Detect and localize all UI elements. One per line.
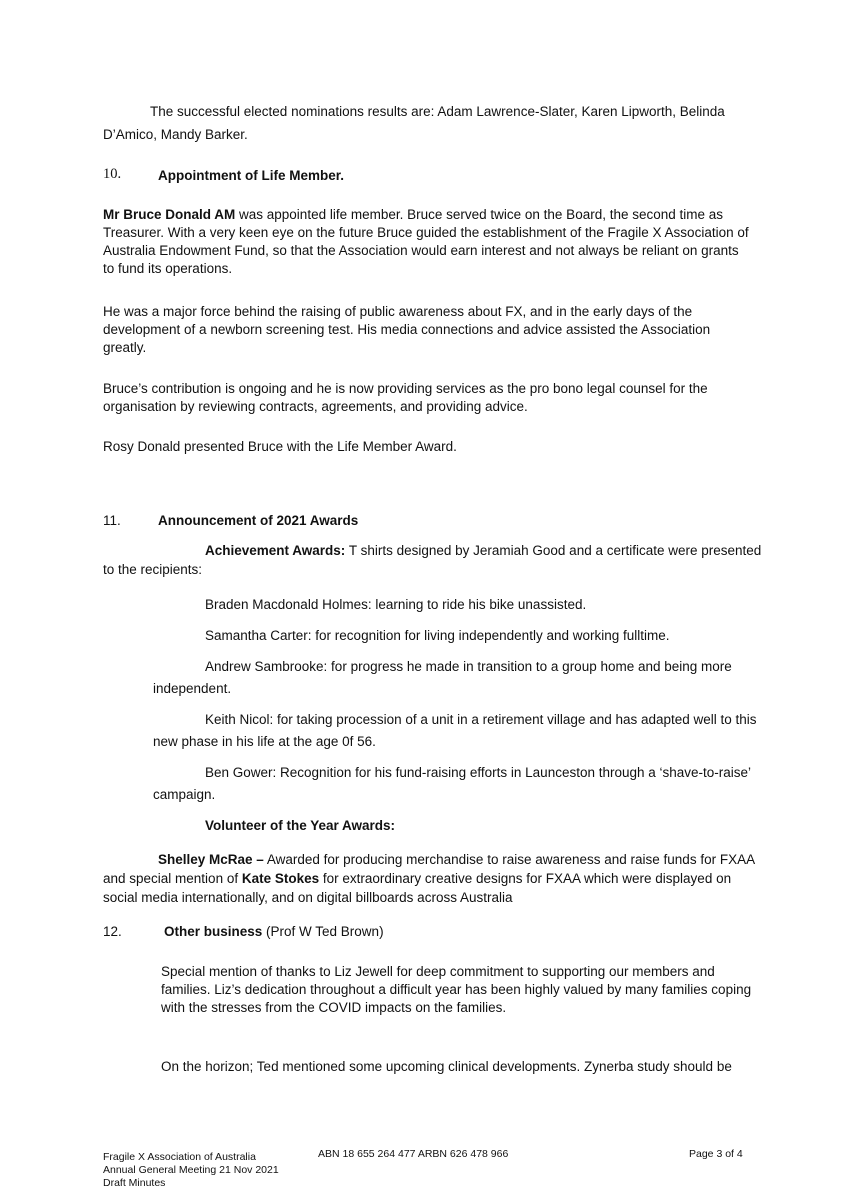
life-member-paragraph-2	[103, 303, 793, 357]
recipient-4-cont: new phase in his life at the age 0f 56.	[153, 734, 376, 749]
recipient-4: Keith Nicol: for taking procession of a unit in a retirement village and has adapted well to this	[205, 712, 757, 727]
other-business-label: Other business	[164, 924, 263, 939]
life-member-paragraph-4: Rosy Donald presented Bruce with the Life Member Award.	[103, 439, 457, 454]
volunteer-line-3: social media internationally, and on digital billboards across Australia	[103, 890, 513, 905]
bruce-donald-name: Mr Bruce Donald AM	[103, 207, 236, 222]
footer-left	[103, 1151, 279, 1190]
footer-page-number: Page 3 of 4	[689, 1148, 743, 1160]
footer-abn: ABN 18 655 264 477 ARBN 626 478 966	[318, 1148, 509, 1160]
text: was appointed life member. Bruce served twice on the Board, the second time as	[235, 207, 724, 222]
elected-results-line-2: D’Amico, Mandy Barker.	[103, 127, 248, 142]
life-member-paragraph-3	[103, 380, 793, 416]
text: Australia Endowment Fund, so that the Association would earn interest and not always be reliant on grants	[103, 243, 739, 258]
achievement-awards-intro	[205, 542, 805, 560]
text: organisation by reviewing contracts, agreements, and providing advice.	[103, 399, 528, 414]
shelley-mcrae-name: Shelley McRae –	[158, 852, 264, 867]
text: development of a newborn screening test. His media connections and advice assisted the Association	[103, 322, 711, 337]
text: Treasurer. With a very keen eye on the future Bruce guided the establishment of the Fragile X Association of	[103, 225, 749, 240]
section-11-number: 11.	[103, 513, 121, 528]
text: with the stresses from the COVID impacts on the families.	[161, 1000, 507, 1015]
text: for extraordinary creative designs for FXAA which were displayed on	[319, 871, 732, 886]
text: Special mention of thanks to Liz Jewell for deep commitment to supporting our members and	[161, 964, 715, 979]
section-10-title: Appointment of Life Member.	[158, 168, 345, 183]
section-11-title: Announcement of 2021 Awards	[158, 513, 359, 528]
recipient-3-cont: independent.	[153, 681, 232, 696]
elected-results-line-1: The successful elected nominations results are: Adam Lawrence-Slater, Karen Lipworth, Belinda	[150, 104, 725, 119]
achievement-awards-label: Achievement Awards:	[205, 543, 346, 558]
section-10-number: 10.	[103, 166, 122, 182]
other-business-paragraph-1	[161, 963, 801, 1017]
achievement-awards-intro-2: to the recipients:	[103, 562, 203, 577]
other-business-paragraph-2: On the horizon; Ted mentioned some upcoming clinical developments. Zynerba study should be	[161, 1059, 732, 1074]
text: and special mention of	[103, 871, 242, 886]
recipient-5-cont: campaign.	[153, 787, 216, 802]
recipient-1: Braden Macdonald Holmes: learning to ride his bike unassisted.	[205, 597, 587, 612]
volunteer-line-1	[158, 851, 798, 869]
footer-status: Draft Minutes	[103, 1177, 166, 1189]
footer-meeting: Annual General Meeting 21 Nov 2021	[103, 1164, 279, 1176]
text: Awarded for producing merchandise to raise awareness and raise funds for FXAA	[263, 852, 756, 867]
text: (Prof W Ted Brown)	[262, 924, 384, 939]
text: He was a major force behind the raising of public awareness about FX, and in the early days of the	[103, 304, 693, 319]
text: families. Liz’s dedication throughout a difficult year has been highly valued by many families coping	[161, 982, 752, 997]
text: greatly.	[103, 340, 147, 355]
text: to fund its operations.	[103, 261, 233, 276]
section-12-number: 12.	[103, 924, 122, 939]
section-12-title	[164, 923, 384, 941]
kate-stokes-name: Kate Stokes	[241, 871, 320, 886]
volunteer-line-2	[103, 870, 803, 888]
footer-org: Fragile X Association of Australia	[103, 1151, 256, 1163]
text: T shirts designed by Jeramiah Good and a certificate were presented	[345, 543, 762, 558]
volunteer-awards-heading: Volunteer of the Year Awards:	[205, 818, 396, 833]
recipient-2: Samantha Carter: for recognition for living independently and working fulltime.	[205, 628, 670, 643]
recipient-5: Ben Gower: Recognition for his fund-raising efforts in Launceston through a ‘shave-to-raise’	[205, 765, 752, 780]
life-member-paragraph-1	[103, 206, 793, 278]
text: Bruce’s contribution is ongoing and he is now providing services as the pro bono legal counsel for the	[103, 381, 708, 396]
recipient-3: Andrew Sambrooke: for progress he made in transition to a group home and being more	[205, 659, 732, 674]
